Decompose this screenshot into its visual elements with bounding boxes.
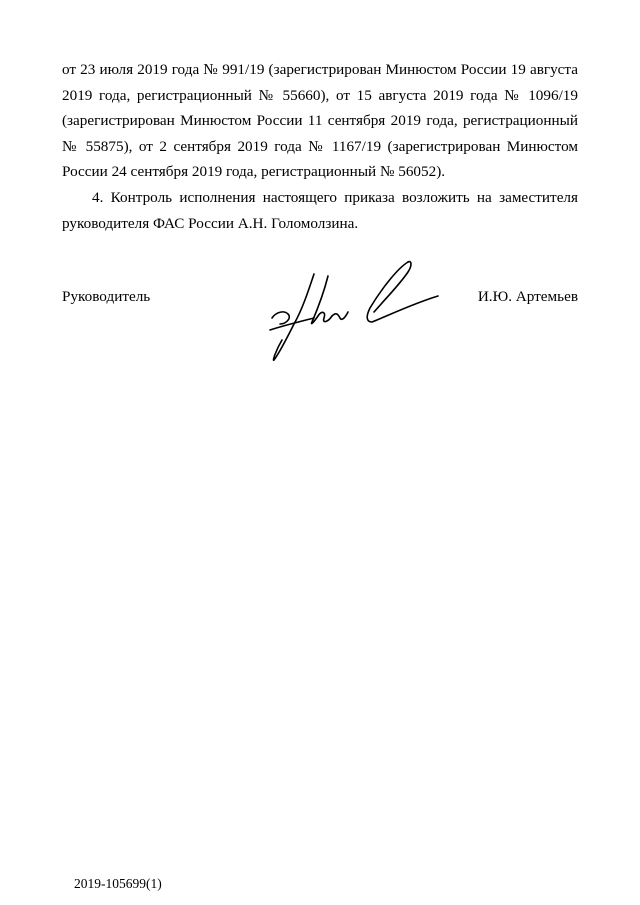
paragraph-registration-list: от 23 июля 2019 года № 991/19 (зарегистрирован Минюстом России 19 августа 2019 года, регистрационный № 55660), от 15 августа 2019 года № 1096/19 (зарегистрирован Минюстом России 11 сентября 2019 года, регистрационный № 55875), от 2 сентября 2019 года № 1167/19 (зарегистрирован Минюстом России 24 сентября 2019 года, регистрационный № 56052). bbox=[62, 61, 578, 181]
signer-role: Руководитель bbox=[62, 288, 151, 305]
document-registration-number: 2019-105699(1) bbox=[74, 876, 162, 891]
signer-name: И.Ю. Артемьев bbox=[477, 288, 578, 305]
paragraph-item-4: 4. Контроль исполнения настоящего приказа возложить на заместителя руководителя ФАС России А.Н. Голомолзина. bbox=[62, 188, 578, 232]
document-body bbox=[62, 57, 578, 236]
handwritten-signature bbox=[262, 252, 442, 367]
